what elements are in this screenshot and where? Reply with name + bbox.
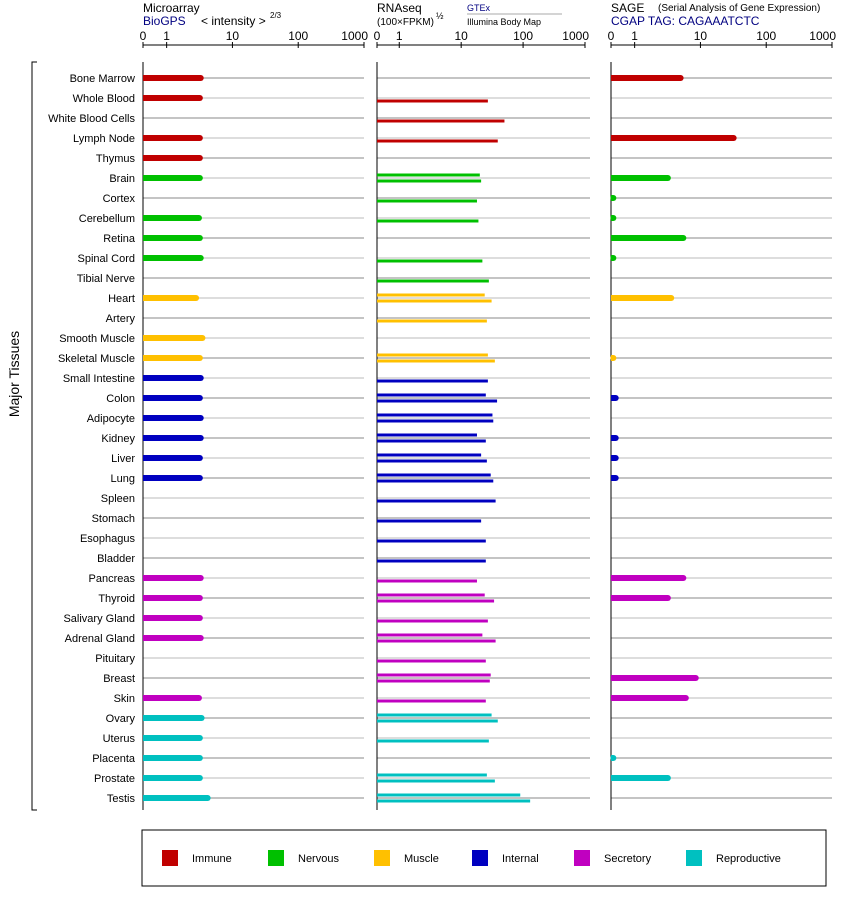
microarray-bar: [143, 415, 201, 421]
microarray-tick-label: 1: [163, 29, 170, 43]
microarray-bar: [143, 335, 202, 341]
tissue-label: Spinal Cord: [77, 253, 135, 265]
rnaseq-bar: [377, 474, 491, 477]
legend-swatch-internal: [472, 850, 488, 866]
microarray-tick-label: 0: [139, 29, 147, 43]
rnaseq-bar: [377, 260, 482, 263]
tissue-label: Thymus: [95, 153, 135, 165]
rnaseq-title: RNAseq: [377, 1, 422, 15]
microarray-bar: [143, 95, 200, 101]
sage-bar: [611, 575, 683, 581]
legend-label-immune: Immune: [192, 853, 232, 865]
microarray-bar-end: [199, 335, 205, 341]
tissue-label: Pituitary: [95, 653, 135, 665]
microarray-bar: [143, 215, 199, 221]
sage-bar-end: [610, 195, 616, 201]
tissue-label: Pancreas: [88, 573, 135, 585]
microarray-bar: [143, 455, 200, 461]
legend-label-reproductive: Reproductive: [716, 853, 781, 865]
microarray-bar-end: [205, 795, 211, 801]
microarray-bar: [143, 255, 201, 261]
tissue-label: Stomach: [91, 513, 135, 525]
rnaseq-bar: [377, 540, 486, 543]
sage-bar-end: [678, 75, 684, 81]
tissue-label: Brain: [109, 173, 135, 185]
rnaseq-source-illumina: Illumina Body Map: [467, 17, 542, 27]
legend-label-muscle: Muscle: [404, 853, 439, 865]
sage-tick-label: 0: [607, 29, 615, 43]
microarray-bar-end: [198, 575, 204, 581]
tissue-label: Testis: [106, 793, 135, 805]
microarray-bar: [143, 155, 200, 161]
sage-bar-end: [613, 435, 619, 441]
microarray-bar-end: [197, 735, 203, 741]
tissue-label: Skeletal Muscle: [57, 353, 135, 365]
rnaseq-bar: [377, 794, 520, 797]
sage-bar-end: [610, 255, 616, 261]
microarray-bar: [143, 775, 200, 781]
microarray-bar: [143, 575, 201, 581]
sage-tag[interactable]: CGAP TAG: CAGAAATCTC: [611, 14, 760, 28]
rnaseq-bar: [377, 580, 477, 583]
legend-swatch-secretory: [574, 850, 590, 866]
legend-swatch-nervous: [268, 850, 284, 866]
sage-bar-end: [613, 475, 619, 481]
rnaseq-tick-label: 1: [395, 29, 403, 43]
microarray-bar-end: [198, 415, 204, 421]
sage-bar-end: [693, 675, 699, 681]
tissue-label: Skin: [113, 693, 135, 705]
tissue-label: Placenta: [92, 753, 135, 765]
rnaseq-bar: [377, 560, 486, 563]
rnaseq-bar: [377, 354, 488, 357]
sage-bar-end: [683, 695, 689, 701]
microarray-bar: [143, 715, 202, 721]
rnaseq-bar: [377, 640, 496, 643]
rnaseq-bar: [377, 454, 481, 457]
microarray-bar: [143, 755, 200, 761]
microarray-tick-label: 10: [225, 29, 240, 43]
rnaseq-source-gtex[interactable]: GTEx: [467, 3, 491, 13]
tissue-label: Salivary Gland: [63, 613, 135, 625]
rnaseq-bar: [377, 140, 498, 143]
tissue-label: Uterus: [102, 733, 135, 745]
microarray-bar: [143, 75, 201, 81]
tissue-bracket: [32, 62, 37, 810]
legend-label-secretory: Secretory: [604, 853, 652, 865]
tissue-label: Breast: [103, 673, 135, 685]
tissue-label: Adrenal Gland: [64, 633, 135, 645]
rnaseq-bar: [377, 520, 481, 523]
sage-bar-end: [665, 175, 671, 181]
microarray-bar-end: [198, 75, 204, 81]
rnaseq-bar: [377, 620, 488, 623]
rnaseq-bar: [377, 700, 486, 703]
sage-bar-end: [731, 135, 737, 141]
legend-swatch-muscle: [374, 850, 390, 866]
tissue-label: Tibial Nerve: [76, 273, 135, 285]
sage-bar-end: [680, 575, 686, 581]
rnaseq-bar: [377, 480, 493, 483]
rnaseq-bar: [377, 120, 504, 123]
sage-bar: [611, 135, 734, 141]
rnaseq-tick-label: 10: [454, 29, 468, 43]
tissue-label: Whole Blood: [72, 93, 135, 105]
microarray-bar: [143, 375, 201, 381]
tissue-label: Colon: [106, 393, 135, 405]
rnaseq-bar: [377, 400, 497, 403]
microarray-bar-end: [198, 435, 204, 441]
microarray-bar-end: [197, 595, 203, 601]
rnaseq-bar: [377, 180, 481, 183]
rnaseq-bar: [377, 460, 487, 463]
tissue-label: Lymph Node: [73, 133, 135, 145]
legend-swatch-reproductive: [686, 850, 702, 866]
rnaseq-bar: [377, 780, 495, 783]
microarray-bar: [143, 475, 200, 481]
sage-subtitle: (Serial Analysis of Gene Expression): [658, 3, 821, 14]
microarray-bar-end: [196, 695, 202, 701]
microarray-bar: [143, 635, 201, 641]
microarray-bar-end: [198, 255, 204, 261]
tissue-label: White Blood Cells: [48, 113, 135, 125]
sage-title: SAGE: [611, 1, 645, 15]
sage-bar-end: [613, 455, 619, 461]
rnaseq-bar: [377, 720, 498, 723]
rnaseq-bar: [377, 380, 488, 383]
microarray-source-link[interactable]: BioGPS: [143, 14, 186, 28]
sage-bar: [611, 175, 668, 181]
microarray-bar-end: [197, 395, 203, 401]
microarray-bar-end: [197, 235, 203, 241]
microarray-bar-end: [198, 375, 204, 381]
rnaseq-bar: [377, 500, 496, 503]
microarray-bar-end: [193, 295, 199, 301]
microarray-bar: [143, 395, 200, 401]
rnaseq-bar: [377, 634, 482, 637]
microarray-bar: [143, 795, 208, 801]
sage-bar-end: [668, 295, 674, 301]
rnaseq-bar: [377, 674, 491, 677]
tissue-label: Bone Marrow: [69, 73, 135, 85]
tissue-label: Esophagus: [79, 533, 135, 545]
tissue-label: Spleen: [100, 493, 135, 505]
rnaseq-bar: [377, 714, 492, 717]
rnaseq-bar: [377, 414, 492, 417]
sage-bar: [611, 675, 696, 681]
sage-bar: [611, 75, 681, 81]
sage-bar-end: [610, 755, 616, 761]
rnaseq-bar: [377, 680, 490, 683]
microarray-bar: [143, 135, 200, 141]
sage-tick-label: 1000: [809, 29, 836, 43]
rnaseq-bar: [377, 420, 493, 423]
y-axis-label: Major Tissues: [6, 330, 22, 418]
sage-bar-end: [610, 215, 616, 221]
rnaseq-bar: [377, 360, 495, 363]
sage-bar-end: [610, 355, 616, 361]
rnaseq-scale-label: (100×FPKM): [377, 17, 434, 28]
tissue-label: Smooth Muscle: [59, 333, 135, 345]
rnaseq-bar: [377, 294, 485, 297]
tissue-label: Bladder: [97, 553, 135, 565]
rnaseq-tick-label: 1000: [562, 29, 589, 43]
microarray-bar: [143, 175, 200, 181]
microarray-tick-label: 100: [288, 29, 309, 43]
rnaseq-bar: [377, 774, 487, 777]
microarray-bar-end: [196, 215, 202, 221]
sage-bar: [611, 235, 683, 241]
rnaseq-bar: [377, 174, 480, 177]
rnaseq-bar: [377, 660, 486, 663]
rnaseq-bar: [377, 220, 478, 223]
rnaseq-bar: [377, 200, 477, 203]
tissue-label: Retina: [103, 233, 135, 245]
tissue-label: Adipocyte: [86, 413, 135, 425]
rnaseq-bar: [377, 394, 486, 397]
microarray-bar-end: [198, 635, 204, 641]
sage-bar: [611, 775, 668, 781]
rnaseq-bar: [377, 100, 488, 103]
tissue-label: Prostate: [94, 773, 135, 785]
tissue-label: Ovary: [105, 713, 135, 725]
legend-label-nervous: Nervous: [298, 853, 339, 865]
rnaseq-bar: [377, 434, 477, 437]
microarray-bar: [143, 435, 201, 441]
tissue-label: Lung: [110, 473, 135, 485]
sage-tick-label: 1: [631, 29, 638, 43]
tissue-label: Cerebellum: [78, 213, 135, 225]
rnaseq-bar: [377, 280, 489, 283]
microarray-scale-exponent: 2/3: [270, 11, 282, 20]
tissue-label: Thyroid: [98, 593, 135, 605]
microarray-bar-end: [197, 155, 203, 161]
sage-bar-end: [665, 775, 671, 781]
microarray-bar-end: [197, 475, 203, 481]
microarray-bar: [143, 735, 200, 741]
rnaseq-bar: [377, 594, 485, 597]
legend-label-internal: Internal: [502, 853, 539, 865]
microarray-bar: [143, 235, 200, 241]
tissue-label: Small Intestine: [62, 373, 135, 385]
sage-bar-end: [665, 595, 671, 601]
microarray-bar-end: [199, 715, 205, 721]
microarray-scale-label: < intensity >: [201, 14, 266, 28]
legend-swatch-immune: [162, 850, 178, 866]
microarray-bar-end: [197, 775, 203, 781]
microarray-bar: [143, 355, 200, 361]
rnaseq-tick-label: 0: [373, 29, 381, 43]
microarray-bar-end: [197, 95, 203, 101]
sage-tick-label: 100: [756, 29, 777, 43]
sage-bar: [611, 595, 668, 601]
sage-bar: [611, 295, 671, 301]
microarray-bar-end: [197, 755, 203, 761]
rnaseq-tick-label: 100: [513, 29, 534, 43]
tissue-label: Liver: [111, 453, 135, 465]
microarray-bar: [143, 695, 199, 701]
rnaseq-bar: [377, 440, 486, 443]
rnaseq-bar: [377, 740, 489, 743]
microarray-title: Microarray: [143, 1, 200, 15]
microarray-bar: [143, 595, 200, 601]
rnaseq-bar: [377, 300, 492, 303]
rnaseq-bar: [377, 800, 530, 803]
microarray-bar-end: [197, 455, 203, 461]
sage-tick-label: 10: [693, 29, 708, 43]
microarray-tick-label: 1000: [341, 29, 368, 43]
rnaseq-bar: [377, 320, 487, 323]
microarray-bar-end: [197, 135, 203, 141]
rnaseq-bar: [377, 600, 494, 603]
sage-bar-end: [680, 235, 686, 241]
microarray-bar-end: [197, 615, 203, 621]
panels: [140, 29, 837, 810]
microarray-bar: [143, 615, 200, 621]
microarray-bar-end: [197, 175, 203, 181]
microarray-bar: [143, 295, 196, 301]
sage-bar: [611, 695, 686, 701]
tissue-label: Heart: [108, 293, 135, 305]
microarray-bar-end: [197, 355, 203, 361]
sage-bar-end: [613, 395, 619, 401]
tissue-label: Cortex: [102, 193, 135, 205]
rnaseq-scale-exponent: ½: [436, 11, 444, 21]
tissue-label: Kidney: [101, 433, 135, 445]
tissue-label: Artery: [105, 313, 135, 325]
